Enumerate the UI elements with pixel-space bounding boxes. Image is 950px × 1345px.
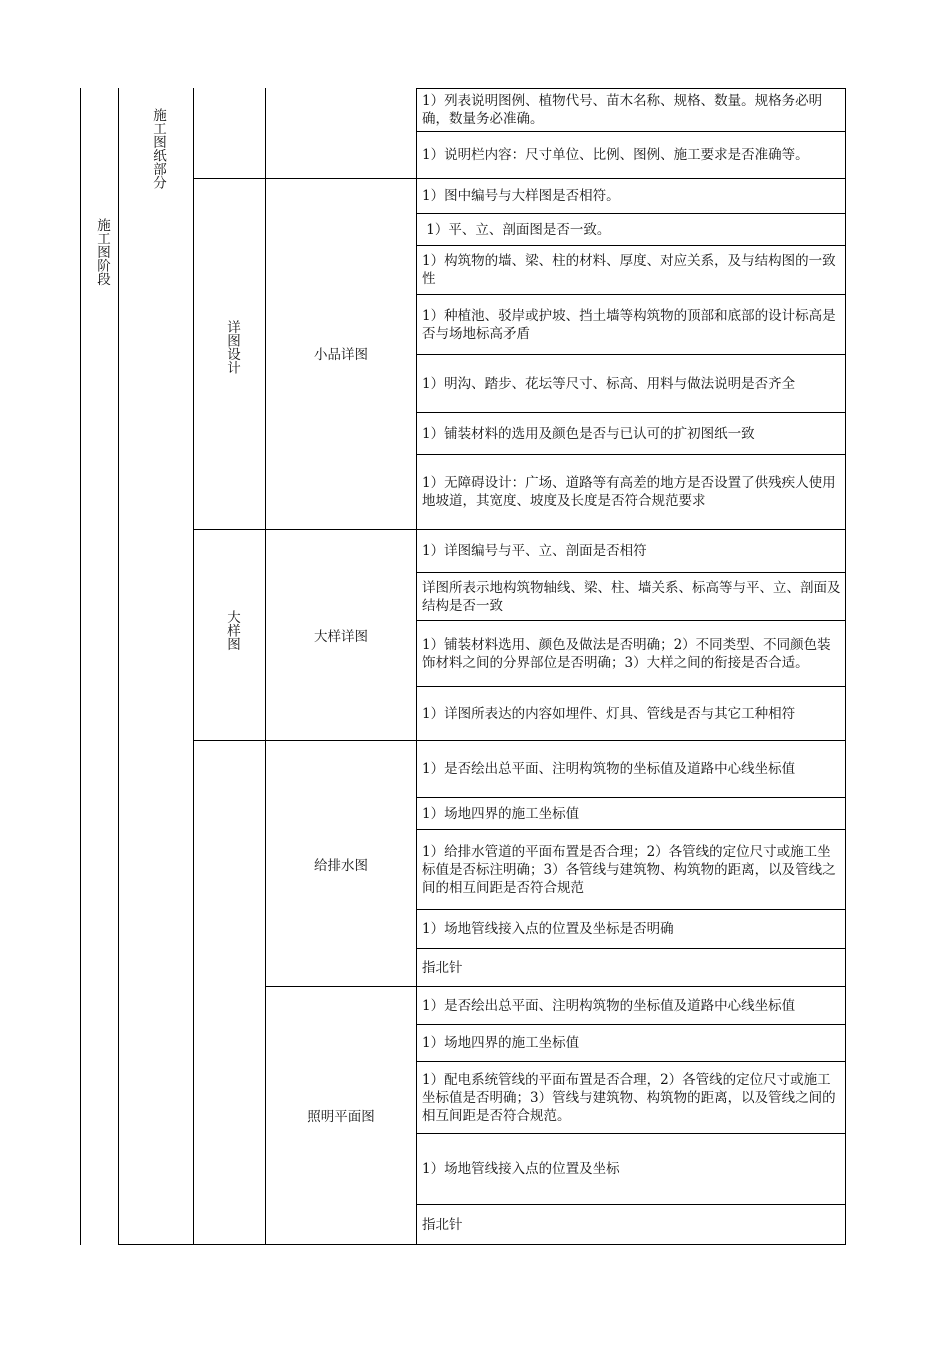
group-sep-3 (193, 740, 416, 741)
border-left (80, 88, 81, 1245)
check-item: 1）场地管线接入点的位置及坐标 (422, 1161, 620, 1177)
group-sep-2 (193, 529, 416, 530)
col-line-4 (416, 88, 417, 1245)
check-item: 指北针 (422, 959, 463, 976)
check-item: 1）是否绘出总平面、注明构筑物的坐标值及道路中心线坐标值 (422, 997, 796, 1014)
border-bottom (118, 1244, 846, 1245)
border-right (845, 88, 846, 1245)
check-item: 1）配电系统管线的平面布置是否合理，2）各管线的定位尺寸或施工坐标值是否明确；3）管线与建筑物、构筑物的距离，以及管线之间的相互间距是否符合规范。 (422, 1071, 836, 1124)
stage-label: 施工图阶段 (94, 218, 110, 286)
check-item: 1）场地管线接入点的位置及坐标是否明确 (422, 921, 674, 937)
group-sep-1 (193, 178, 416, 179)
sub-label-water: 给排水图 (314, 858, 368, 874)
check-item: 1）详图所表达的内容如埋件、灯具、管线是否与其它工种相符 (422, 705, 796, 722)
check-item: 1）铺装材料的选用及颜色是否与已认可的扩初图纸一致 (422, 425, 755, 442)
sub-label-small-item: 小品详图 (314, 347, 368, 363)
check-item: 1）图中编号与大样图是否相符。 (422, 188, 620, 204)
check-item: 1）给排水管道的平面布置是否合理；2）各管线的定位尺寸或施工坐标值是否标注明确；3）各管线与建筑物、构筑物的距离，以及管线之间的相互间距是否符合规范 (422, 843, 836, 896)
check-item: 1）场地四界的施工坐标值 (422, 1035, 580, 1051)
check-item: 详图所表示地构筑物轴线、梁、柱、墙关系、标高等与平、立、剖面及结构是否一致 (422, 579, 841, 614)
check-item: 1）构筑物的墙、梁、柱的材料、厚度、对应关系，及与结构图的一致性 (422, 253, 836, 287)
check-item: 指北针 (422, 1216, 463, 1233)
check-item: 1）铺装材料选用、颜色及做法是否明确；2）不同类型、不同颜色装饰材料之间的分界部位是否明确；3）大样之间的衔接是否合适。 (422, 636, 831, 671)
check-item: 1）平、立、剖面图是否一致。 (422, 221, 611, 238)
check-item: 1）种植池、驳岸或护坡、挡土墙等构筑物的顶部和底部的设计标高是否与场地标高矛盾 (422, 307, 836, 342)
check-item: 1）详图编号与平、立、剖面是否相符 (422, 543, 647, 559)
group-sep-4 (265, 986, 416, 987)
section-label: 施工图纸部分 (150, 108, 166, 189)
check-item: 1）列表说明图例、植物代号、苗木名称、规格、数量。规格务必明确，数量务必准确。 (422, 93, 823, 127)
sub-label-large-detail: 大样详图 (314, 629, 368, 645)
check-item: 1）是否绘出总平面、注明构筑物的坐标值及道路中心线坐标值 (422, 761, 796, 777)
check-item: 1）明沟、踏步、花坛等尺寸、标高、用料与做法说明是否齐全 (422, 375, 796, 392)
group-label-large-sample: 大样图 (224, 610, 240, 651)
group-label-detail-design: 详图设计 (224, 320, 240, 374)
check-item: 1）说明栏内容：尺寸单位、比例、图例、施工要求是否准确等。 (422, 147, 809, 163)
check-item: 1）无障碍设计：广场、道路等有高差的地方是否设置了供残疾人使用地坡道，其宽度、坡度及长度是否符合规范要求 (422, 475, 836, 509)
sub-label-lighting: 照明平面图 (307, 1109, 375, 1125)
col-line-1 (118, 88, 119, 1245)
col-line-3 (265, 88, 266, 1245)
col-line-2 (193, 88, 194, 1245)
check-item: 1）场地四界的施工坐标值 (422, 805, 580, 822)
